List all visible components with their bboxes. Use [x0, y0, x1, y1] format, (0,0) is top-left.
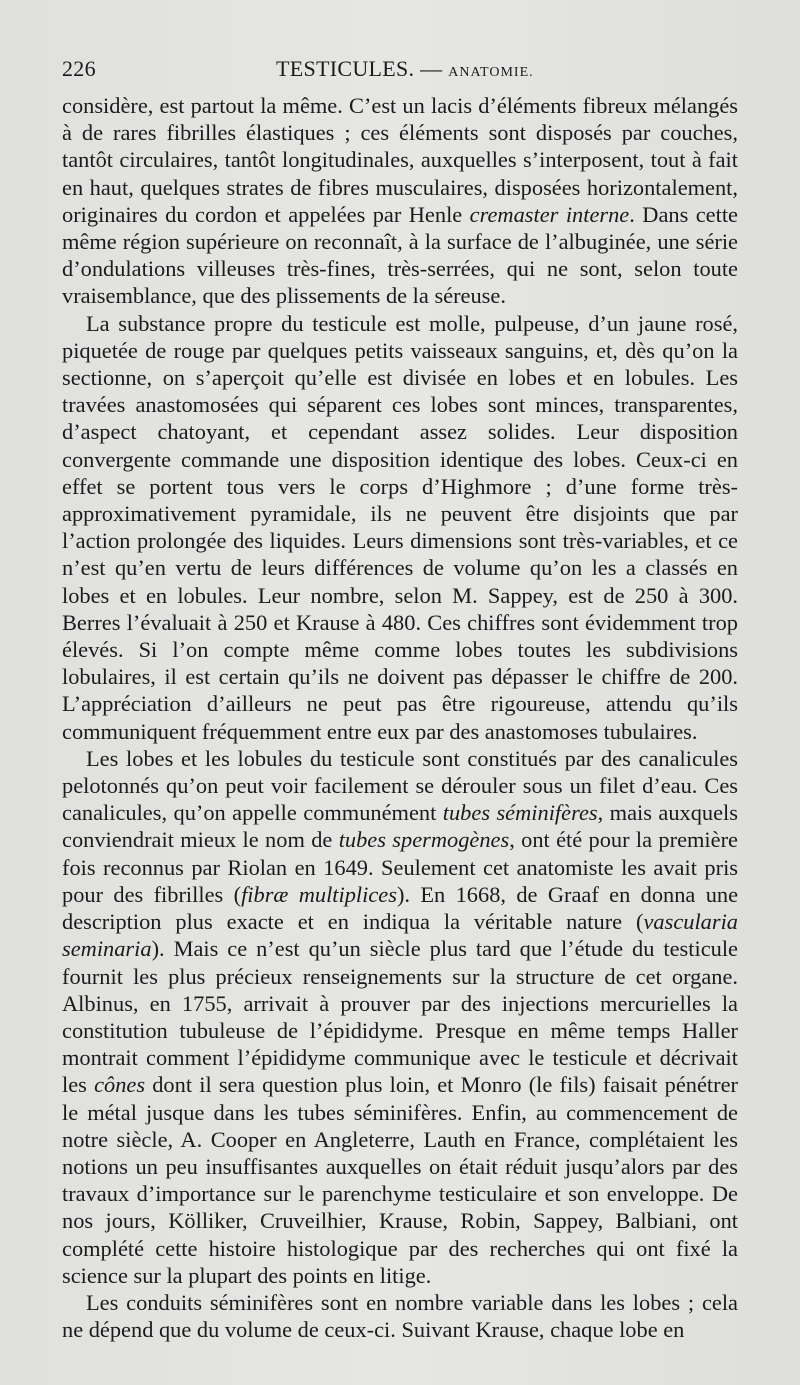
- body-text: [62, 92, 738, 1343]
- paragraph: [62, 310, 738, 745]
- running-head: [62, 56, 738, 86]
- running-title-sub: ANATOMIE.: [448, 65, 534, 80]
- italic-term: tubes séminifères: [442, 800, 598, 826]
- text-run: . Dans cette même région supérieure on reconnaît, à la surface de l’albuginée, une série d’ondulations villeuses très-fines, très-serrées, qui ne sont, selon toute vraisemblance, que des plissements de la séreuse.: [62, 201, 738, 309]
- text-run: , mais auxquels conviendrait mieux le nom de: [62, 800, 738, 853]
- italic-term: tubes spermogènes: [338, 827, 510, 853]
- text-run: Les conduits séminifères sont en nombre variable dans les lobes ; cela ne dépend que du volume de ceux-ci. Suivant Krause, chaque lobe en: [62, 1289, 738, 1343]
- text-run: considère, est partout la même. C’est un lacis d’éléments fibreux mélangés à de rares fibrilles élastiques ; ces éléments sont disposés par couches, tantôt circulaires, tantôt longitudinales, auxquelles s’interposent, tout à fait en haut, quelques strates de fibres musculaires, disposées horizontalement, originaires du cordon et appelées par Henle: [62, 93, 738, 227]
- text-run: ). En 1668, de Graaf en donna une description plus exacte et en indiqua la véritable nature (: [62, 881, 739, 935]
- text-run: dont il sera question plus loin, et Monro (le fils) faisait pénétrer le métal jusque dans les tubes séminifères. Enfin, au commencement de notre siècle, A. Cooper en Angleterre, Lauth en France, complétaient les notions un peu insuffisantes auxquelles on était réduit jusqu’alors par des travaux d’importance sur le parenchyme testiculaire et son enveloppe. De nos jours, Kölliker, Cruveilhier, Krause, Robin, Sappey, Balbiani, ont complété cette histoire histologique par des recherches qui ont fixé la science sur la plupart des points en litige.: [62, 1072, 738, 1288]
- bleed-through-marks: [505, 1315, 685, 1345]
- text-run: ). Mais ce n’est qu’un siècle plus tard que l’étude du testicule fournit les plus précieux renseignements sur la structure de cet organe. Albinus, en 1755, arrivait à prouver par des injections mercurielles la constitution tubuleuse de l’épididyme. Presque en même temps Haller montrait comment l’épididyme communique avec le testicule et décrivait les: [62, 936, 738, 1098]
- italic-term: cônes: [94, 1072, 146, 1098]
- running-title-main: TESTICULES. —: [276, 56, 443, 81]
- italic-term: cremaster interne: [469, 201, 630, 227]
- text-run: , ont été pour la première fois reconnus par Riolan en 1649. Seulement cet anatomiste les avait pris pour des fibrilles (: [62, 827, 738, 907]
- text-run: Les lobes et les lobules du testicule sont constitués par des canalicules pelotonnés qu’on peut voir facilement se dérouler sous un filet d’eau. Ces canalicules, qu’on appelle communément: [62, 745, 738, 826]
- italic-term: fibræ multiplices: [241, 881, 397, 907]
- running-title: [276, 56, 534, 82]
- page-number: 226: [62, 56, 96, 81]
- paragraph: [62, 92, 738, 310]
- paragraph: [62, 745, 738, 1289]
- italic-term: vascularia seminaria: [62, 909, 738, 962]
- text-run: La substance propre du testicule est molle, pulpeuse, d’un jaune rosé, piquetée de rouge par quelques petits vaisseaux sanguins, et, dès qu’on la sectionne, on s’aperçoit qu’elle est divisée en lobes et en lobules. Les travées anastomosées qui séparent ces lobes sont minces, transparentes, d’aspect chatoyant, et cependant assez solides. Leur disposition convergente commande une disposition identique des lobes. Ceux-ci en effet se portent tous vers le corps d’Highmore ; d’une forme très-approximativement pyramidale, ils ne peuvent être disjoints que par l’action prolongée des liquides. Leurs dimensions sont très-variables, et ce n’est qu’en vertu de leurs différences de volume qu’on les a classés en lobes et en lobules. Leur nombre, selon M. Sappey, est de 250 à 300. Berres l’évaluait à 250 et Krause à 480. Ces chiffres sont évidemment trop élevés. Si l’on compte même comme lobes toutes les subdivisions lobulaires, il est certain qu’ils ne doivent pas dépasser le chiffre de 200. L’appréciation d’ailleurs ne peut pas être rigoureuse, attendu qu’ils communiquent fréquemment entre eux par des anastomoses tubulaires.: [62, 310, 738, 744]
